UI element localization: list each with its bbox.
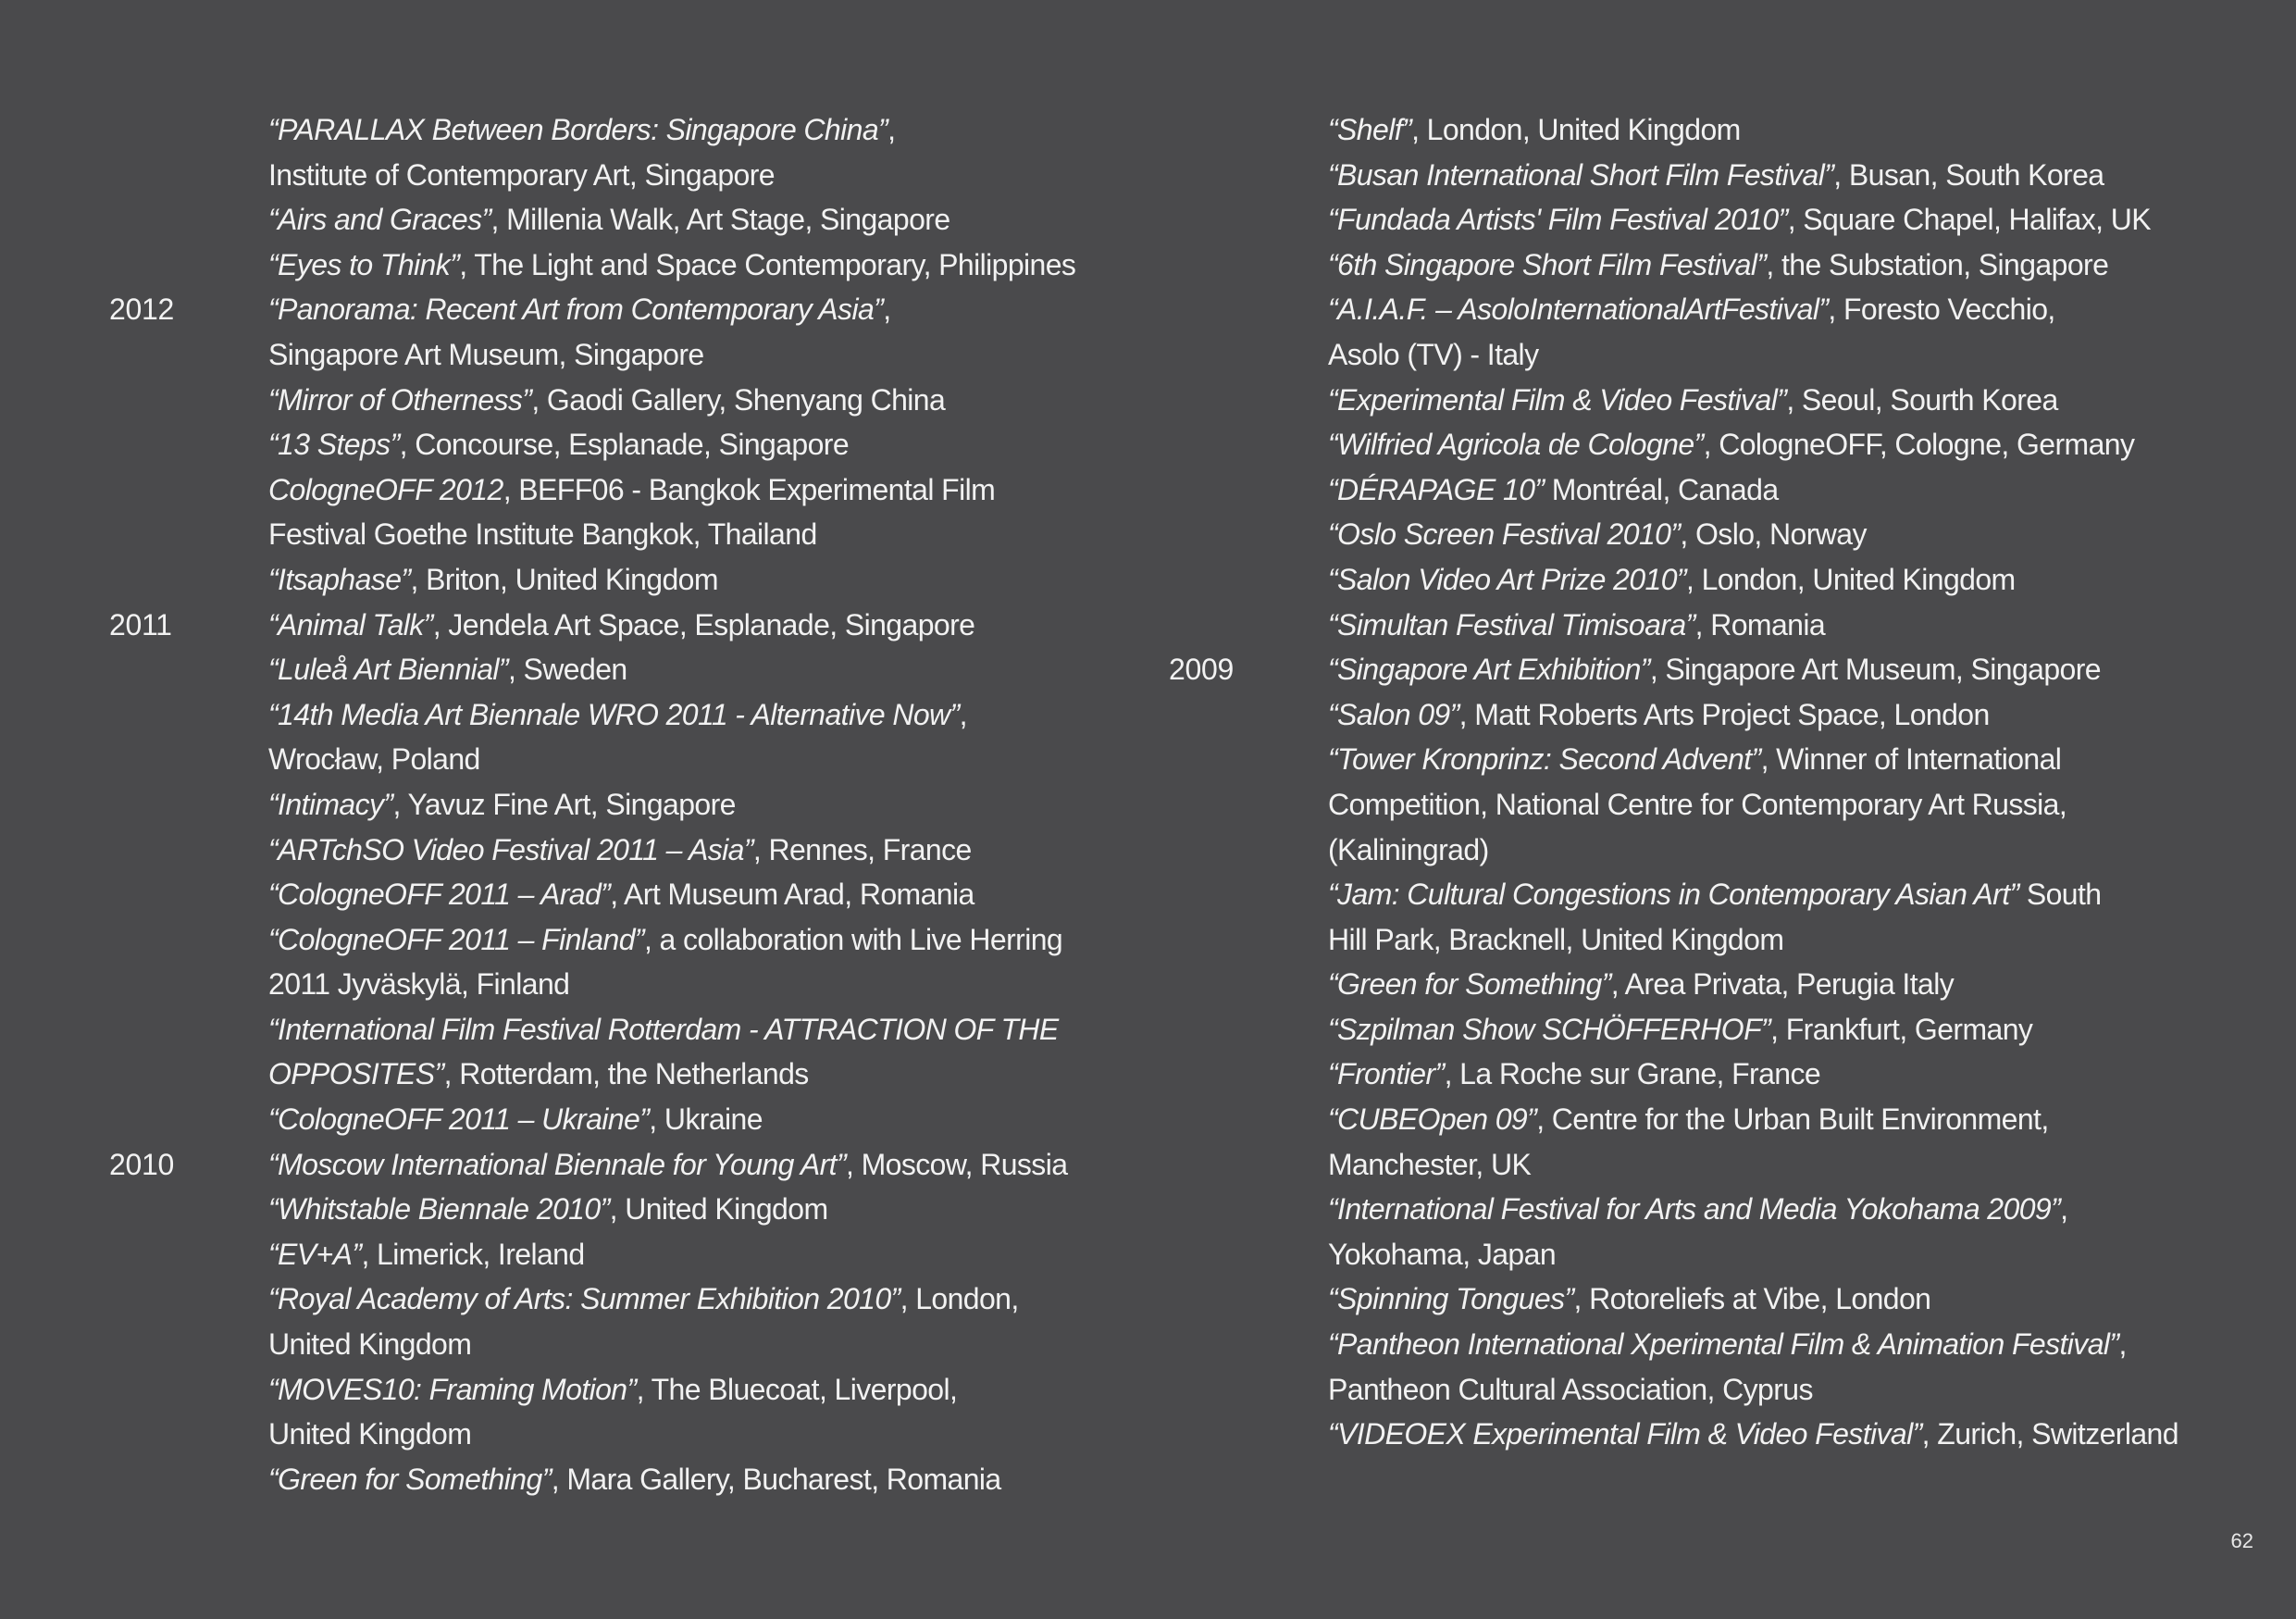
exhibition-title: “Simultan Festival Timisoara” bbox=[1328, 607, 1695, 641]
exhibition-venue: , The Light and Space Contemporary, Philippines bbox=[459, 247, 1076, 281]
exhibition-text bbox=[1328, 1007, 2233, 1052]
exhibition-text bbox=[268, 828, 1127, 873]
exhibition-title: CologneOFF 2012 bbox=[268, 472, 503, 506]
exhibition-title: “Mirror of Otherness” bbox=[268, 382, 532, 417]
exhibition-entry bbox=[1169, 692, 2233, 738]
exhibition-title: “ARTchSO Video Festival 2011 – Asia” bbox=[268, 832, 753, 866]
exhibition-title: “Intimacy” bbox=[268, 787, 393, 821]
exhibition-text bbox=[1328, 1097, 2233, 1187]
exhibition-venue: , Millenia Walk, Art Stage, Singapore bbox=[490, 203, 950, 237]
exhibition-text bbox=[1328, 512, 2233, 557]
exhibition-entry bbox=[109, 1007, 1127, 1097]
exhibition-venue: , Oslo, Norway bbox=[1680, 517, 1867, 552]
exhibition-text bbox=[268, 1457, 1127, 1502]
exhibition-text bbox=[268, 1007, 1127, 1097]
exhibition-entry bbox=[109, 1367, 1127, 1457]
exhibition-line bbox=[268, 287, 1127, 332]
exhibition-venue: , CologneOFF, Cologne, Germany bbox=[1703, 428, 2135, 462]
exhibition-line bbox=[1328, 1007, 2233, 1052]
exhibition-line bbox=[268, 1142, 1127, 1188]
exhibition-venue: , The Bluecoat, Liverpool, bbox=[636, 1372, 958, 1406]
exhibition-title: “Oslo Screen Festival 2010” bbox=[1328, 517, 1681, 552]
exhibition-text bbox=[268, 422, 1127, 467]
exhibition-line bbox=[1328, 467, 2233, 513]
exhibition-line bbox=[268, 243, 1127, 288]
exhibition-entry bbox=[1169, 1187, 2233, 1277]
exhibition-entry bbox=[109, 1097, 1127, 1142]
exhibition-venue: , bbox=[887, 113, 896, 146]
exhibition-venue: Hill Park, Bracknell, United Kingdom bbox=[1328, 922, 1784, 956]
exhibition-venue: , Busan, South Korea bbox=[1833, 157, 2104, 192]
exhibition-venue: , Ukraine bbox=[649, 1102, 763, 1137]
exhibition-title: “Wilfried Agricola de Cologne” bbox=[1328, 428, 1704, 462]
exhibition-entry bbox=[1169, 197, 2233, 243]
exhibition-title: “Salon Video Art Prize 2010” bbox=[1328, 562, 1686, 596]
exhibition-title: “Whitstable Biennale 2010” bbox=[268, 1192, 610, 1227]
exhibition-line bbox=[268, 512, 1127, 557]
exhibition-line bbox=[268, 1367, 1127, 1413]
exhibition-title: “Tower Kronprinz: Second Advent” bbox=[1328, 742, 1761, 777]
exhibition-entry bbox=[1169, 557, 2233, 603]
exhibition-title: “Singapore Art Exhibition” bbox=[1328, 653, 1650, 687]
exhibition-venue: , Mara Gallery, Bucharest, Romania bbox=[551, 1462, 1001, 1496]
exhibition-venue: , Frankfurt, Germany bbox=[1770, 1012, 2033, 1046]
exhibition-entry bbox=[1169, 1097, 2233, 1187]
exhibition-text bbox=[1328, 197, 2233, 243]
exhibition-venue: 2011 Jyväskylä, Finland bbox=[268, 967, 570, 1002]
exhibition-venue: , bbox=[883, 293, 891, 327]
exhibition-text bbox=[1328, 603, 2233, 648]
exhibition-entry bbox=[109, 872, 1127, 917]
exhibition-text bbox=[268, 1277, 1127, 1366]
exhibition-venue: , United Kingdom bbox=[609, 1192, 828, 1227]
exhibition-line bbox=[1328, 737, 2233, 782]
exhibition-venue: , Singapore Art Museum, Singapore bbox=[1649, 653, 2101, 687]
exhibition-entry bbox=[109, 467, 1127, 557]
exhibition-text bbox=[1328, 1322, 2233, 1412]
exhibition-title: “Green for Something” bbox=[268, 1462, 552, 1496]
exhibition-line bbox=[268, 1412, 1127, 1457]
exhibition-entry bbox=[109, 1277, 1127, 1366]
exhibition-title: “MOVES10: Framing Motion” bbox=[268, 1372, 637, 1406]
exhibition-title: “International Film Festival Rotterdam - ATTRACTION OF THE bbox=[268, 1012, 1059, 1046]
exhibition-venue: , London, United Kingdom bbox=[1411, 113, 1741, 146]
exhibition-line bbox=[1328, 1187, 2233, 1232]
exhibition-text bbox=[268, 197, 1127, 243]
exhibition-venue: , Matt Roberts Arts Project Space, London bbox=[1458, 697, 1990, 731]
exhibition-text bbox=[1328, 422, 2233, 467]
exhibition-line bbox=[1328, 1142, 2233, 1188]
exhibition-title: OPPOSITES” bbox=[268, 1057, 444, 1091]
exhibition-venue: , Rotoreliefs at Vibe, London bbox=[1573, 1282, 1931, 1316]
exhibition-venue: , Rennes, France bbox=[752, 832, 972, 866]
exhibition-title: “Animal Talk” bbox=[268, 607, 433, 641]
exhibition-text bbox=[1328, 872, 2233, 962]
exhibition-line bbox=[268, 1277, 1127, 1322]
exhibition-venue: , Gaodi Gallery, Shenyang China bbox=[531, 382, 946, 417]
exhibition-entry bbox=[1169, 1277, 2233, 1322]
exhibition-entry bbox=[1169, 1412, 2233, 1457]
exhibition-text bbox=[1328, 1277, 2233, 1322]
exhibition-line bbox=[1328, 603, 2233, 648]
year-label: 2009 bbox=[1169, 653, 1234, 687]
exhibition-text bbox=[1328, 107, 2233, 153]
exhibition-venue: , La Roche sur Grane, France bbox=[1444, 1057, 1821, 1091]
exhibition-entry bbox=[109, 557, 1127, 603]
exhibition-title: “A.I.A.F. – AsoloInternationalArtFestival” bbox=[1328, 293, 1829, 327]
exhibition-entry bbox=[109, 1187, 1127, 1232]
left-column bbox=[109, 107, 1127, 1501]
exhibition-entry bbox=[109, 197, 1127, 243]
exhibition-entry bbox=[109, 1232, 1127, 1277]
exhibition-entry bbox=[1169, 647, 2233, 692]
exhibition-title: “Frontier” bbox=[1328, 1057, 1445, 1091]
year-label: 2012 bbox=[109, 293, 174, 327]
exhibition-text bbox=[268, 872, 1127, 917]
exhibition-title: “14th Media Art Biennale WRO 2011 - Alternative Now” bbox=[268, 697, 960, 731]
exhibition-title: “International Festival for Arts and Media Yokohama 2009” bbox=[1328, 1192, 2061, 1227]
exhibition-venue: Festival Goethe Institute Bangkok, Thailand bbox=[268, 517, 817, 552]
exhibition-text bbox=[268, 557, 1127, 603]
exhibition-venue: Asolo (TV) - Italy bbox=[1328, 337, 1539, 371]
exhibition-text bbox=[268, 243, 1127, 288]
exhibition-venue: , the Substation, Singapore bbox=[1766, 247, 2109, 281]
page-number: 62 bbox=[2230, 1529, 2253, 1552]
exhibition-entry bbox=[1169, 1322, 2233, 1412]
exhibition-text bbox=[268, 692, 1127, 782]
exhibition-line bbox=[268, 378, 1127, 423]
exhibition-entry bbox=[109, 243, 1127, 288]
year-label: 2010 bbox=[109, 1147, 174, 1181]
exhibition-line bbox=[268, 828, 1127, 873]
exhibition-text bbox=[268, 467, 1127, 557]
exhibition-entry bbox=[109, 422, 1127, 467]
exhibition-venue: United Kingdom bbox=[268, 1327, 472, 1362]
exhibition-entry bbox=[1169, 422, 2233, 467]
exhibition-venue: United Kingdom bbox=[268, 1417, 472, 1451]
exhibition-line bbox=[268, 1007, 1127, 1052]
exhibition-venue: , Romania bbox=[1694, 607, 1826, 641]
exhibition-line bbox=[1328, 1232, 2233, 1277]
exhibition-venue: , BEFF06 - Bangkok Experimental Film bbox=[503, 472, 996, 506]
exhibition-entry bbox=[109, 107, 1127, 197]
exhibition-text bbox=[1328, 692, 2233, 738]
exhibition-venue: , Briton, United Kingdom bbox=[410, 562, 718, 596]
exhibition-line bbox=[1328, 828, 2233, 873]
exhibition-entry bbox=[109, 603, 1127, 648]
exhibition-line bbox=[1328, 332, 2233, 378]
exhibition-line bbox=[1328, 422, 2233, 467]
exhibition-line bbox=[268, 782, 1127, 828]
exhibition-line bbox=[268, 197, 1127, 243]
exhibition-title: “Fundada Artists' Film Festival 2010” bbox=[1328, 203, 1788, 237]
exhibition-line bbox=[1328, 962, 2233, 1007]
exhibition-entry bbox=[1169, 1007, 2233, 1052]
exhibition-title: “Luleå Art Biennial” bbox=[268, 653, 508, 687]
exhibition-line bbox=[1328, 1322, 2233, 1367]
exhibition-text bbox=[1328, 378, 2233, 423]
exhibition-venue: , Winner of International bbox=[1760, 742, 2062, 777]
exhibition-text bbox=[1328, 1412, 2233, 1457]
exhibition-title: “PARALLAX Between Borders: Singapore China” bbox=[268, 113, 888, 146]
exhibition-venue: , bbox=[2118, 1327, 2127, 1362]
exhibition-venue: , Zurich, Switzerland bbox=[1921, 1417, 2178, 1451]
exhibition-line bbox=[1328, 647, 2233, 692]
exhibition-title: “EV+A” bbox=[268, 1237, 362, 1271]
exhibition-line bbox=[1328, 1367, 2233, 1413]
exhibition-entry bbox=[1169, 737, 2233, 872]
exhibition-text bbox=[1328, 647, 2233, 692]
exhibition-line bbox=[268, 1052, 1127, 1097]
exhibition-title: “Eyes to Think” bbox=[268, 247, 460, 281]
exhibition-venue: Yokohama, Japan bbox=[1328, 1237, 1557, 1271]
exhibition-line bbox=[268, 872, 1127, 917]
exhibition-title: “Pantheon International Xperimental Film & Animation Festival” bbox=[1328, 1327, 2119, 1362]
exhibition-title: “Green for Something” bbox=[1328, 967, 1611, 1002]
exhibition-text bbox=[268, 647, 1127, 692]
exhibition-text bbox=[1328, 1052, 2233, 1097]
exhibition-entry bbox=[109, 1457, 1127, 1502]
exhibition-line bbox=[268, 1232, 1127, 1277]
exhibition-text bbox=[1328, 557, 2233, 603]
exhibition-text bbox=[1328, 243, 2233, 288]
exhibition-venue: Institute of Contemporary Art, Singapore bbox=[268, 157, 775, 192]
exhibition-line bbox=[1328, 1277, 2233, 1322]
exhibition-line bbox=[1328, 197, 2233, 243]
exhibition-line bbox=[268, 557, 1127, 603]
exhibition-entry bbox=[1169, 1052, 2233, 1097]
exhibition-line bbox=[1328, 243, 2233, 288]
exhibition-title: “CologneOFF 2011 – Ukraine” bbox=[268, 1102, 650, 1137]
exhibition-venue: , Seoul, Sourth Korea bbox=[1786, 382, 2058, 417]
exhibition-line bbox=[1328, 1412, 2233, 1457]
exhibition-title: “Itsaphase” bbox=[268, 562, 411, 596]
exhibition-entry bbox=[1169, 243, 2233, 288]
exhibition-entry bbox=[109, 782, 1127, 828]
exhibition-title: “CologneOFF 2011 – Arad” bbox=[268, 878, 611, 912]
exhibition-title: “CUBEOpen 09” bbox=[1328, 1102, 1537, 1137]
exhibition-line bbox=[268, 1097, 1127, 1142]
exhibition-text bbox=[268, 287, 1127, 377]
exhibition-title: “Salon 09” bbox=[1328, 697, 1459, 731]
exhibition-entry bbox=[109, 692, 1127, 782]
exhibition-title: “13 Steps” bbox=[268, 428, 400, 462]
exhibition-venue: , bbox=[2060, 1192, 2068, 1227]
exhibition-text bbox=[1328, 1187, 2233, 1277]
exhibition-text bbox=[268, 1097, 1127, 1142]
exhibition-line bbox=[1328, 782, 2233, 828]
exhibition-venue: , Jendela Art Space, Esplanade, Singapore bbox=[432, 607, 975, 641]
exhibition-venue: , Foresto Vecchio, bbox=[1828, 293, 2055, 327]
exhibition-entry bbox=[1169, 467, 2233, 513]
exhibition-line bbox=[268, 1457, 1127, 1502]
exhibition-line bbox=[1328, 378, 2233, 423]
exhibition-title: “Spinning Tongues” bbox=[1328, 1282, 1574, 1316]
exhibition-title: “Szpilman Show SCHÖFFERHOF” bbox=[1328, 1012, 1771, 1046]
exhibition-line bbox=[268, 917, 1127, 963]
exhibition-line bbox=[1328, 107, 2233, 153]
exhibition-title: “Airs and Graces” bbox=[268, 203, 491, 237]
exhibition-venue: Manchester, UK bbox=[1328, 1147, 1532, 1181]
exhibition-entry bbox=[109, 917, 1127, 1007]
exhibition-entry bbox=[1169, 378, 2233, 423]
exhibition-venue: Singapore Art Museum, Singapore bbox=[268, 337, 704, 371]
exhibition-venue: , Concourse, Esplanade, Singapore bbox=[399, 428, 850, 462]
exhibition-line bbox=[268, 692, 1127, 738]
exhibition-venue: Competition, National Centre for Contemporary Art Russia, bbox=[1328, 787, 2067, 821]
exhibition-text bbox=[1328, 467, 2233, 513]
exhibition-line bbox=[268, 107, 1127, 153]
right-column bbox=[1169, 107, 2233, 1457]
exhibition-text bbox=[268, 1187, 1127, 1232]
exhibition-text bbox=[1328, 287, 2233, 377]
exhibition-title: “Moscow International Biennale for Young Art” bbox=[268, 1147, 847, 1181]
exhibition-text bbox=[268, 107, 1127, 197]
exhibition-line bbox=[268, 1322, 1127, 1367]
exhibition-venue: , Limerick, Ireland bbox=[361, 1237, 585, 1271]
exhibition-title: “VIDEOEX Experimental Film & Video Festival” bbox=[1328, 1417, 1922, 1451]
exhibition-entry bbox=[109, 828, 1127, 873]
exhibition-line bbox=[1328, 557, 2233, 603]
exhibition-title: “Busan International Short Film Festival” bbox=[1328, 157, 1834, 192]
exhibition-text bbox=[268, 378, 1127, 423]
exhibition-venue: Wrocław, Poland bbox=[268, 742, 480, 777]
exhibition-venue: , Square Chapel, Halifax, UK bbox=[1787, 203, 2151, 237]
exhibition-title: “Shelf” bbox=[1328, 113, 1412, 146]
exhibition-text bbox=[1328, 737, 2233, 872]
exhibition-line bbox=[268, 647, 1127, 692]
exhibition-venue: , a collaboration with Live Herring bbox=[643, 922, 1063, 956]
exhibition-entry bbox=[1169, 603, 2233, 648]
exhibition-venue: , London, bbox=[900, 1282, 1019, 1316]
exhibition-title: “Jam: Cultural Congestions in Contemporary Asian Art” bbox=[1328, 878, 2019, 912]
exhibition-venue: , Centre for the Urban Built Environment, bbox=[1536, 1102, 2049, 1137]
exhibition-entry bbox=[1169, 512, 2233, 557]
exhibition-title: “Panorama: Recent Art from Contemporary Asia” bbox=[268, 293, 884, 327]
exhibition-text bbox=[1328, 153, 2233, 198]
exhibition-text bbox=[268, 603, 1127, 648]
exhibition-venue: , Art Museum Arad, Romania bbox=[610, 878, 974, 912]
exhibition-title: “DÉRAPAGE 10” bbox=[1328, 472, 1545, 506]
exhibition-line bbox=[1328, 692, 2233, 738]
exhibition-text bbox=[268, 1232, 1127, 1277]
exhibition-line bbox=[1328, 512, 2233, 557]
exhibition-line bbox=[1328, 153, 2233, 198]
exhibition-entry bbox=[109, 378, 1127, 423]
exhibition-title: “Experimental Film & Video Festival” bbox=[1328, 382, 1787, 417]
exhibition-venue: (Kaliningrad) bbox=[1328, 832, 1489, 866]
exhibition-venue: South bbox=[2018, 878, 2102, 912]
exhibition-venue: Montréal, Canada bbox=[1544, 472, 1779, 506]
exhibition-entry bbox=[1169, 962, 2233, 1007]
exhibition-line bbox=[1328, 872, 2233, 917]
exhibition-text bbox=[1328, 962, 2233, 1007]
exhibition-line bbox=[268, 422, 1127, 467]
exhibition-venue: , Area Privata, Perugia Italy bbox=[1610, 967, 1955, 1002]
exhibition-line bbox=[268, 962, 1127, 1007]
exhibition-entry bbox=[109, 287, 1127, 377]
exhibition-line bbox=[268, 1187, 1127, 1232]
exhibition-line bbox=[268, 603, 1127, 648]
exhibition-entry bbox=[109, 1142, 1127, 1188]
exhibition-title: “Royal Academy of Arts: Summer Exhibition 2010” bbox=[268, 1282, 900, 1316]
exhibition-text bbox=[268, 1367, 1127, 1457]
exhibition-venue: , Rotterdam, the Netherlands bbox=[443, 1057, 809, 1091]
exhibition-line bbox=[268, 153, 1127, 198]
exhibition-venue: Pantheon Cultural Association, Cyprus bbox=[1328, 1372, 1813, 1406]
exhibition-title: “6th Singapore Short Film Festival” bbox=[1328, 247, 1767, 281]
exhibition-entry bbox=[1169, 872, 2233, 962]
exhibition-entry bbox=[1169, 107, 2233, 153]
exhibition-line bbox=[1328, 1097, 2233, 1142]
exhibition-entry bbox=[1169, 153, 2233, 198]
exhibition-title: “CologneOFF 2011 – Finland” bbox=[268, 922, 644, 956]
exhibition-line bbox=[268, 332, 1127, 378]
exhibition-venue: , London, United Kingdom bbox=[1685, 562, 2016, 596]
exhibition-entry bbox=[1169, 287, 2233, 377]
exhibition-line bbox=[1328, 287, 2233, 332]
exhibition-venue: , Sweden bbox=[507, 653, 627, 687]
year-label: 2011 bbox=[109, 607, 172, 641]
exhibition-entry bbox=[109, 647, 1127, 692]
exhibition-venue: , Yavuz Fine Art, Singapore bbox=[392, 787, 736, 821]
exhibition-line bbox=[1328, 917, 2233, 963]
exhibition-text bbox=[268, 782, 1127, 828]
exhibition-venue: , bbox=[959, 697, 967, 731]
exhibition-line bbox=[268, 737, 1127, 782]
exhibition-text bbox=[268, 1142, 1127, 1188]
exhibition-line bbox=[1328, 1052, 2233, 1097]
exhibition-line bbox=[268, 467, 1127, 513]
exhibition-text bbox=[268, 917, 1127, 1007]
exhibition-venue: , Moscow, Russia bbox=[846, 1147, 1068, 1181]
